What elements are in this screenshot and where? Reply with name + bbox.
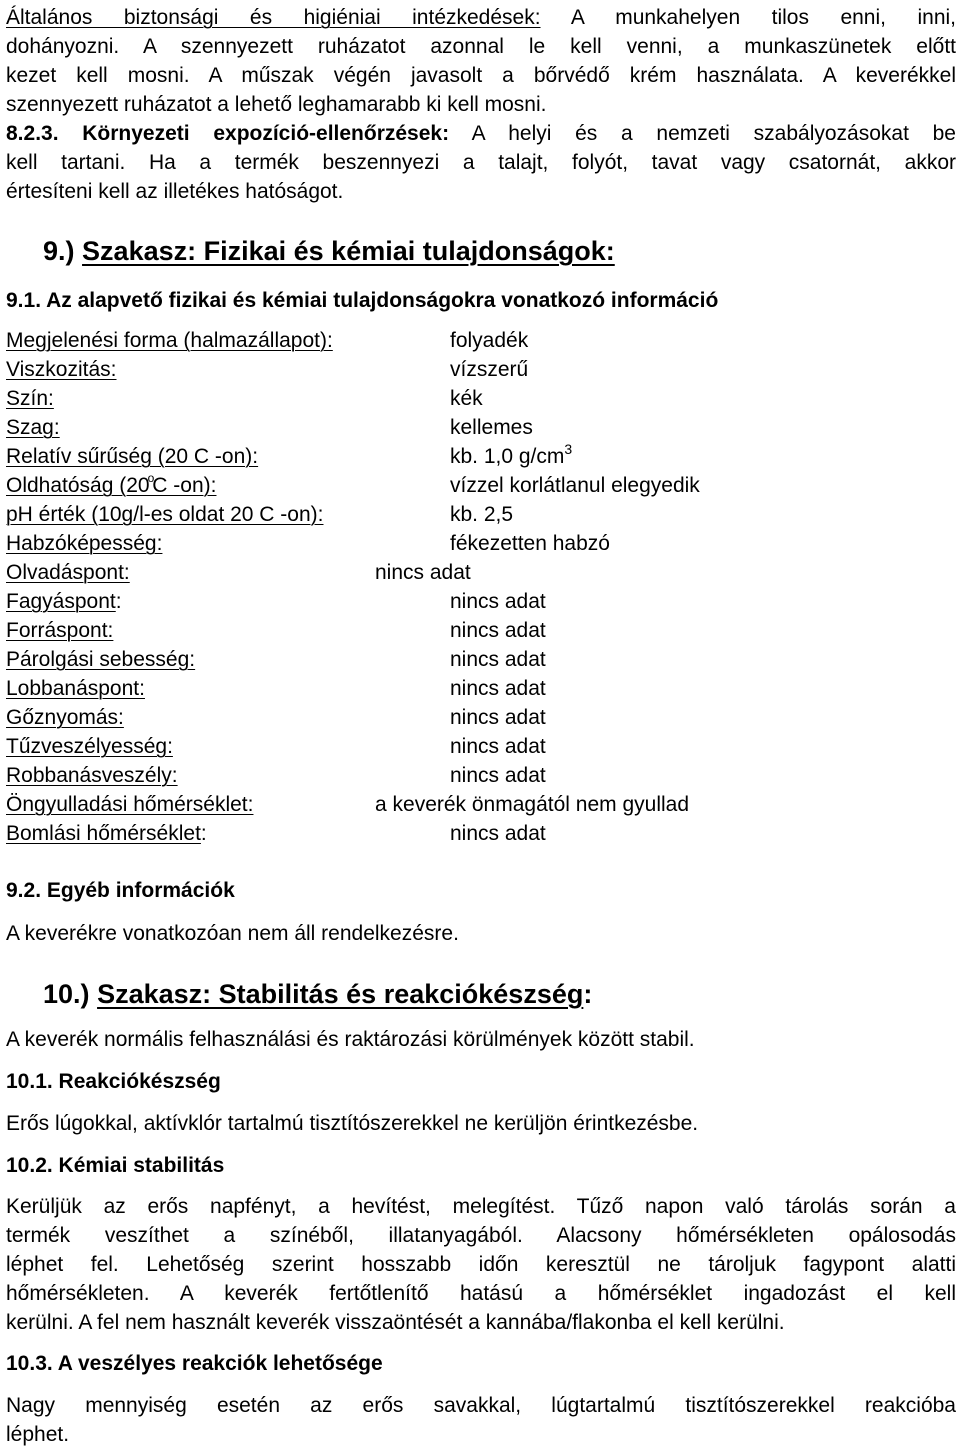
- subsection-10-2: 10.2. Kémiai stabilitás: [6, 1154, 225, 1177]
- reactions-line-2: [6, 1421, 956, 1449]
- prop-label: pH érték (10g/l-es oldat 20 C -on):: [6, 503, 324, 526]
- hygiene-line-3: [6, 62, 956, 90]
- paragraph-text: dohányozni. A szennyezett ruházatot azonnal le kell venni, a munkaszünetek előtt: [6, 35, 956, 58]
- paragraph-text: kerülni. A fel nem használt keverék visszaöntését a kannába/flakonba el kell kerülni.: [6, 1311, 785, 1334]
- prop-value: vízzel korlátlanul elegyedik: [450, 474, 700, 497]
- prop-value: nincs adat: [450, 590, 546, 613]
- prop-label: Forráspont:: [6, 619, 114, 642]
- prop-value: nincs adat: [450, 735, 546, 758]
- section-10-heading: [43, 979, 592, 1010]
- prop-label: Párolgási sebesség:: [6, 648, 196, 671]
- env-label: 8.2.3. Környezeti expozíció-ellenőrzések:: [6, 122, 450, 145]
- env-line-2: [6, 149, 956, 177]
- hygiene-line-1: [6, 4, 956, 32]
- prop-value: nincs adat: [450, 706, 546, 729]
- prop-value: a keverék önmagától nem gyullad: [375, 793, 690, 816]
- section-number: 9.: [43, 236, 66, 266]
- paragraph-text: léphet fel. Lehetőség szerint hosszabb időn keresztül ne tároljuk fagypont alatti: [6, 1253, 956, 1276]
- section-paren: ): [65, 236, 75, 266]
- prop-value: nincs adat: [450, 648, 546, 671]
- density-exponent: 3: [564, 441, 573, 457]
- prop-label: Öngyulladási hőmérséklet:: [6, 793, 254, 816]
- paragraph-text: kezet kell mosni. A műszak végén javasolt a bőrvédő krém használata. A keverékkel: [6, 64, 956, 87]
- paragraph-text: Kerüljük az erős napfényt, a hevítést, melegítést. Tűző napon való tárolás során a: [6, 1195, 956, 1218]
- solubility-label-rest: C -on):: [152, 474, 217, 497]
- density-value: kb. 1,0 g/cm: [450, 445, 565, 468]
- section-number: 10.: [43, 979, 81, 1009]
- prop-label: Szín:: [6, 387, 54, 410]
- paragraph-text: Erős lúgokkal, aktívklór tartalmú tisztítószerekkel ne kerüljön érintkezésbe.: [6, 1112, 699, 1135]
- prop-value: kb. 2,5: [450, 503, 514, 526]
- reactions-line-1: [6, 1392, 956, 1420]
- hygiene-line-2: [6, 33, 956, 61]
- hygiene-line-4: [6, 91, 956, 119]
- subsection-10-1: 10.1. Reakciókészség: [6, 1070, 221, 1093]
- paragraph-text: értesíteni kell az illetékes hatóságot.: [6, 180, 344, 203]
- prop-label: Relatív sűrűség (20 C -on):: [6, 445, 259, 468]
- prop-value: [450, 443, 572, 471]
- prop-label: Megjelenési forma (halmazállapot):: [6, 329, 333, 352]
- paragraph-text: A keverékre vonatkozóan nem áll rendelkezésre.: [6, 922, 459, 945]
- prop-label: [6, 588, 122, 616]
- prop-label: Gőznyomás:: [6, 706, 124, 729]
- prop-value: nincs adat: [450, 822, 546, 845]
- prop-label: [6, 820, 207, 848]
- degree-sign: o: [147, 471, 155, 485]
- paragraph-text: hőmérsékleten. A keverék fertőtlenítő hatású a hőmérséklet ingadozást el kell: [6, 1282, 956, 1305]
- prop-label: Habzóképesség:: [6, 532, 163, 555]
- stability-line-2: [6, 1222, 956, 1250]
- prop-label: Szag:: [6, 416, 60, 439]
- prop-label: [6, 472, 216, 502]
- subsection-9-1: 9.1. Az alapvető fizikai és kémiai tulajdonságokra vonatkozó információ: [6, 289, 719, 312]
- env-line-3: [6, 178, 956, 206]
- subsection-10-3: 10.3. A veszélyes reakciók lehetősége: [6, 1352, 383, 1375]
- paragraph-text: léphet.: [6, 1423, 70, 1446]
- prop-value: nincs adat: [375, 561, 471, 584]
- prop-label: Robbanásveszély:: [6, 764, 178, 787]
- hygiene-label: Általános biztonsági és higiéniai intézkedések:: [6, 6, 541, 29]
- prop-value: vízszerű: [450, 358, 529, 381]
- label-colon: :: [115, 590, 122, 613]
- paragraph-text: Nagy mennyiség esetén az erős savakkal, lúgtartalmú tisztítószerekkel reakcióba: [6, 1394, 956, 1417]
- paragraph-text: A keverék normális felhasználási és raktározási körülmények között stabil.: [6, 1028, 695, 1051]
- section-paren: ): [80, 979, 90, 1009]
- stability-line-1: [6, 1193, 956, 1221]
- decomp-label: Bomlási hőmérséklet: [6, 822, 201, 845]
- title-colon: :: [583, 979, 593, 1009]
- prop-label: Viszkozitás:: [6, 358, 117, 381]
- prop-value: kék: [450, 387, 483, 410]
- paragraph-text: szennyezett ruházatot a lehető leghamarabb ki kell mosni.: [6, 93, 547, 116]
- prop-value: nincs adat: [450, 677, 546, 700]
- section-title: Szakasz: Fizikai és kémiai tulajdonságok:: [82, 236, 615, 266]
- env-line-1: [6, 120, 956, 148]
- section-9-heading: [43, 236, 615, 267]
- prop-label: Olvadáspont:: [6, 561, 130, 584]
- prop-value: nincs adat: [450, 619, 546, 642]
- stability-line-4: [6, 1280, 956, 1308]
- stability-line-3: [6, 1251, 956, 1279]
- prop-value: kellemes: [450, 416, 533, 439]
- env-text: A helyi és a nemzeti szabályozásokat be: [449, 122, 956, 145]
- prop-value: folyadék: [450, 329, 529, 352]
- stability-line-5: [6, 1309, 956, 1337]
- prop-label: Tűzveszélyesség:: [6, 735, 173, 758]
- prop-value: nincs adat: [450, 764, 546, 787]
- solubility-label: Oldhatóság (20: [6, 474, 150, 497]
- paragraph-text: kell tartani. Ha a termék beszennyezi a talajt, folyót, tavat vagy csatornát, akkor: [6, 151, 956, 174]
- label-colon: :: [200, 822, 207, 845]
- freezing-label: Fagyáspont: [6, 590, 116, 613]
- subsection-9-2: 9.2. Egyéb információk: [6, 879, 235, 902]
- section-title: Szakasz: Stabilitás és reakciókészség: [97, 979, 584, 1009]
- paragraph-text: termék veszíthet a színéből, illatanyagából. Alacsony hőmérsékleten opálosodás: [6, 1224, 956, 1247]
- prop-value: fékezetten habzó: [450, 532, 610, 555]
- prop-label: Lobbanáspont:: [6, 677, 145, 700]
- hygiene-text: A munkahelyen tilos enni, inni,: [540, 6, 956, 29]
